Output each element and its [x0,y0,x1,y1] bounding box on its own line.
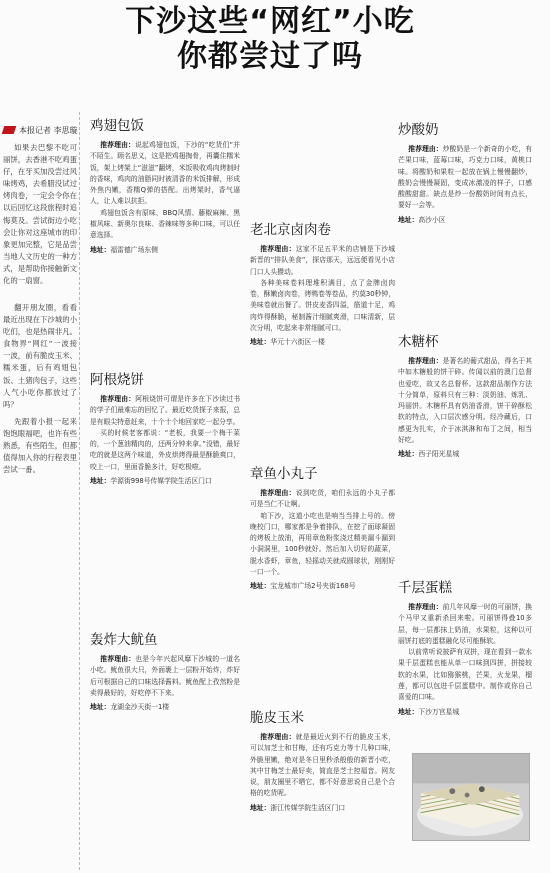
rec-text: 也是今年兴起风靡下沙城的一道名小吃。鱿鱼很大只，外面裹上一层粉开始炸，炸好后可根据自己的口味选择酱料。鱿鱼配上孜然粉是卖得最好的，好吃停不下来。 [90,655,241,697]
body-text: 鸡翅包饭含有原味、BBQ风情、藤椒麻辣、黑椒风味、新奥尔良味、香辣味等多种口味，可以任意选择。 [90,208,240,240]
rec-text: 说到吃货，咱们永远的小丸子都可是当仁不让啊。 [250,489,396,509]
rec-label: 推荐理由： [260,733,296,741]
article-title: 木糖杯 [398,334,439,350]
body-text: 咱下沙，这道小吃也是响当当排上号的。傍晚校门口，哪家都是争着排队，在挖了面球凝固的烤板上放油，再用章鱼粉浆浇过精美漏斗漏到小洞洞里，100秒就好。然后加入切好的蔬菜，脱水香虾，章鱼，轻摇动关就成圆球状，刚刚好一口一个。 [250,511,395,577]
article-title: 千层蛋糕 [398,580,452,596]
address-label: 地址： [250,582,271,591]
article-sawdust-pudding [398,334,532,461]
rec-text: 这家不足五平米的店铺是下沙城新晋的“排队美食”，探店那天，远远便看见小店门口人头攒动。 [250,245,396,276]
address-label: 地址： [398,450,419,459]
article-crispy-corn [250,710,395,814]
headline-line-1: 下沙这些“网红”小吃 [125,4,415,39]
address-label: 地址： [250,338,271,347]
article-title: 鸡翅包饭 [90,118,144,134]
article-fried-squid [90,632,240,713]
body-text: 以前常听说披萨有双拼，现在看到一款水果千层蛋糕也能从单一口味到四拼，拼接较软的水果，比如猕猴桃，芒果，火龙果，榴莲，都可以包进千层蛋糕中。制作或你自己喜爱的口味。 [398,648,532,702]
rec-text: 前几年风靡一时的可丽饼，换个马甲又重新杀回来啦。可丽饼得叠10多层，每一层都抹上奶油，水果粒，这种以可丽饼打底的蛋糕融化尽可能酥软。 [398,603,533,645]
address-text: 高沙小区 [418,215,446,224]
body-text: 买的时候老客都说：“老板，我要一个梅干菜的，一个葱油精肉的，还两分钟来拿。”没错，最好吃的就是这两个味道，外皮烘烤得最是酥脆爽口，咬上一口，里面香脆多汁，好吃极啦。 [90,428,240,471]
address-text: 学源街998号传媒学院生活区门口 [110,477,212,486]
article-chicken-wing-rice [90,118,240,256]
rec-text: 炒酸奶是一个新奇的小吃，有芒果口味，蓝莓口味，巧克力口味，黄桃口味。将酸奶和果粒一起放在锅上慢慢翻炒，酸奶会慢慢凝固，变成冰激凌的样子，口感酸酸甜甜。缺点是炒一份酸奶时间有点长，要好一会等。 [398,145,533,210]
headline [90,4,450,74]
lead-paragraph-3: 先跟着小报一起来饱饱眼福吧，也许有些熟悉，有些陌生，但都值得加入你的行程表里尝试一番。 [3,417,77,475]
article-title: 老北京卤肉卷 [250,222,331,238]
rec-label: 推荐理由： [408,357,443,365]
address-text: 宝龙城市广场2号夹街168号 [270,582,356,591]
article-beijing-braised-pork-roll [250,222,395,349]
rec-text: 说起鸡翅包饭，下沙的“吃货们”并不陌生。顾名思义，这是把鸡翅掏骨，再囊住糯米饭，架上烤架上“滋滋”翻烤，米饭吸收鸡肉烤制时的香味，鸡肉的油脂同时被清香的米饭排解，形成外焦内嫩，香糯Q弹的搭配。出烤架时，香气逼人，让人难以抗拒。 [90,141,240,206]
address-label: 地址： [398,215,419,224]
rec-label: 推荐理由： [100,141,136,149]
article-title: 脆皮玉米 [250,710,304,726]
address-text: 福雷德广场东侧 [110,245,158,254]
body-text: 各种美味卷料理堆积满目，点了金牌卤肉卷，酥嫩卤肉卷，烤鸭卷等卷品，约莫30秒钟，美味卷就出餐了。饼皮麦香四溢，筋道十足，鸡肉炸得酥脆，秘制酱汁细腻爽滑，口味清新，层次分明，吃起来非常细腻可口。 [250,278,395,333]
article-title: 章鱼小丸子 [250,466,318,482]
lead-paragraph-2: 翻开朋友圈，看看最近出现在下沙城的小吃们，也是热闹非凡。食物界“网红”一波接一波，前有脆皮玉米、糯米蛋，后有鸡翅包饭、土猪肉包子，这些人气小吃你都放过了吗？ [3,303,77,409]
article-mille-crepe-cake [398,580,532,718]
address-label: 地址： [398,707,419,716]
rec-label: 推荐理由： [408,145,443,153]
byline-mark-icon [2,126,17,134]
rec-label: 推荐理由： [260,245,296,253]
mille-crepe-cake-photo [412,753,530,841]
rec-label: 推荐理由： [100,655,136,663]
cake-illustration [413,754,529,840]
article-fried-yogurt [398,122,532,226]
rec-text: 就是最近火到不行的脆皮玉米，可以加芝士和甘梅，还有巧克力等十几种口味，外脆里嫩，绝对是冬日里秒杀般般的新晋小吃，其中甘梅芝士最好卖，简直是芝士控福音。网友说，朋友圈里不晒它，都不好意思说自己是个合格的吃货呢。 [250,733,396,798]
address-label: 地址： [90,477,111,486]
article-takoyaki [250,466,395,593]
address-text: 华元十六街区一楼 [270,338,325,347]
address-text: 浙江传媒学院生活区门口 [270,803,346,812]
lead-paragraph-1: 如果去巴黎不吃可丽饼，去香港不吃鸡蛋仔，在牙买加没尝过风味烤鸡，去希腊没试过烤肉卷，一定会令你在以后回忆这段旅程时追悔莫及。尝试街边小吃会让你对这座城市的印象更加完整，它是品尝当地人文历史的一种方式，是帮助你接触新文化的一扇窗。 [3,143,77,286]
address-label: 地址： [90,245,111,254]
rec-text: 是著名的葡式甜品，得名于其中如木糖般的饼干碎。传闻以前的澳门总督也爱吃，故又名总督杯。这款甜品制作方法十分简单，原料只有三种：淡奶油、炼乳、玛丽饼。木糖杯具有奶油香滑，饼干碎酥松软的特点，入口层次感分明。经冷藏后，口感更为扎实，介于冰淇淋和布丁之间，相当好吃。 [398,357,533,445]
article-title: 阿根烧饼 [90,372,144,388]
article-title: 轰炸大鱿鱼 [90,632,158,648]
address-text: 西子阳光星城 [418,450,460,459]
address-text: 龙湖金沙天街一1楼 [110,703,170,712]
rec-label: 推荐理由： [260,489,296,497]
rec-text: 阿根烧饼可谓是许多在下沙读过书的学子们最难忘的回忆了。最近吃货探子来报，总是有眼尖特意赶来，十个十个地回家吃一起分享。 [90,395,241,426]
column-divider [79,112,80,870]
address-label: 地址： [250,803,271,812]
byline [3,126,78,136]
article-title: 炒酸奶 [398,122,439,138]
rec-label: 推荐理由： [100,395,136,403]
address-label: 地址： [90,703,111,712]
address-text: 下沙万宫星城 [418,707,460,716]
headline-line-2: 你都尝过了吗 [177,39,363,74]
rec-label: 推荐理由： [408,603,443,611]
article-agen-sesame-cake [90,372,240,487]
byline-text: 本报记者 李思璇 [19,126,78,135]
